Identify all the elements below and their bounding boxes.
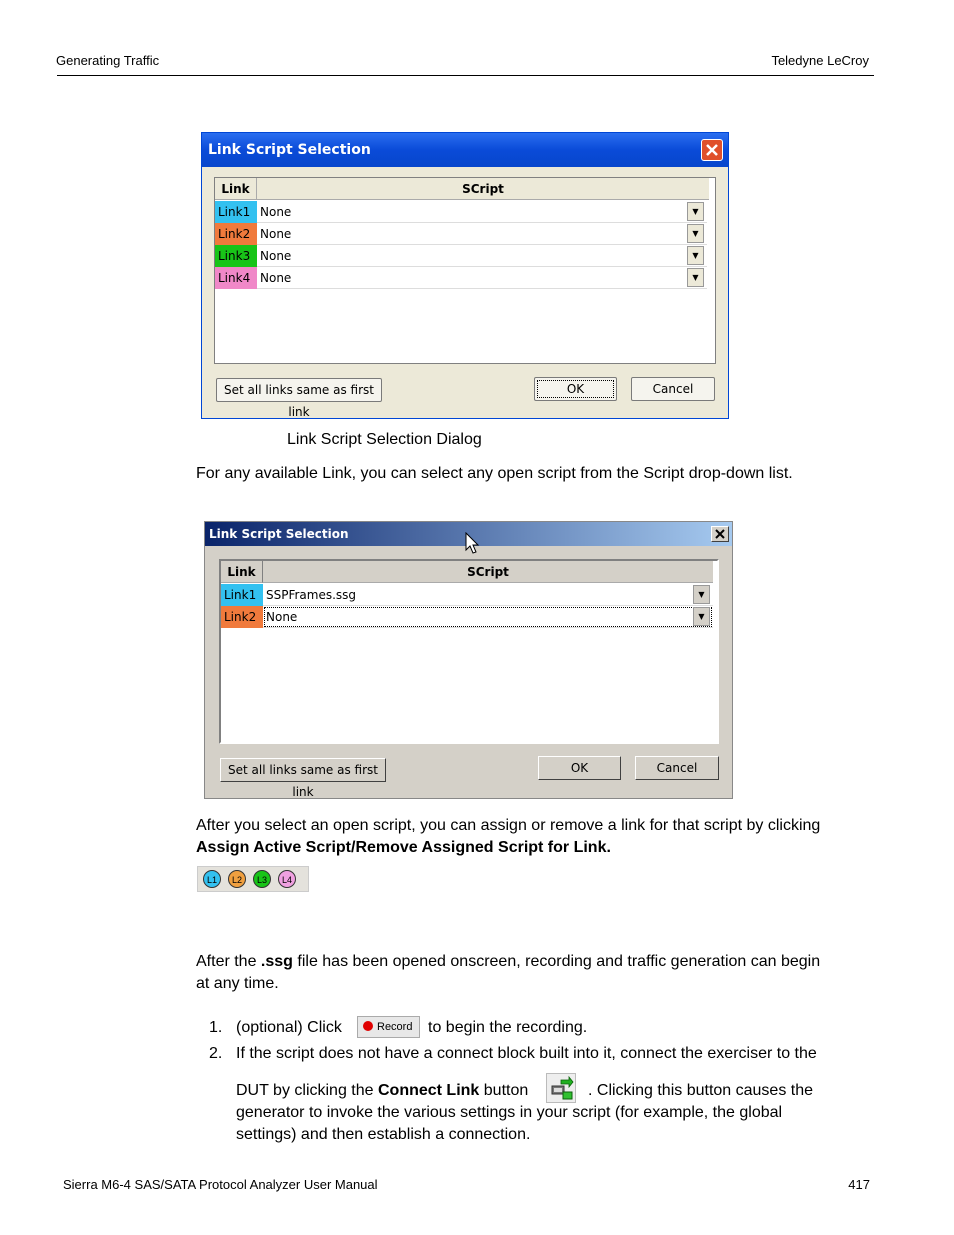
step-text: to begin the recording. xyxy=(428,1019,588,1036)
step-number: 2. xyxy=(209,1045,223,1062)
link-cell: Link3 xyxy=(215,245,257,267)
link2-assign-button[interactable]: L2 xyxy=(228,870,246,888)
footer-manual-title: Sierra M6-4 SAS/SATA Protocol Analyzer User Manual xyxy=(63,1177,378,1192)
connect-link-button[interactable] xyxy=(546,1073,576,1103)
link-cell: Link4 xyxy=(215,267,257,289)
text-run: button xyxy=(479,1082,529,1099)
close-icon xyxy=(702,140,722,160)
column-header-link: Link xyxy=(215,178,257,200)
set-all-links-button[interactable]: Set all links same as first link xyxy=(216,378,382,402)
paragraph: After you select an open script, you can assign or remove a link for that script by clicking xyxy=(196,817,821,834)
record-button[interactable] xyxy=(357,1016,420,1038)
link3-assign-button[interactable]: L3 xyxy=(253,870,271,888)
set-all-links-button[interactable]: Set all links same as first link xyxy=(220,758,386,782)
close-button[interactable] xyxy=(701,139,723,161)
running-header-section: Generating Traffic xyxy=(56,53,160,68)
text-run-bold: Connect Link xyxy=(377,1082,480,1099)
link-cell: Link1 xyxy=(215,201,257,223)
link-script-grid xyxy=(219,559,719,744)
link-cell: Link2 xyxy=(221,606,263,628)
link-assign-toolbar xyxy=(197,866,309,892)
text-run: file has been opened onscreen, recording and traffic generation can begin xyxy=(292,953,821,970)
running-header-company: Teledyne LeCroy xyxy=(771,53,869,68)
link-script-dialog-xp xyxy=(201,132,729,419)
script-select[interactable]: None xyxy=(257,201,707,223)
step-text: . Clicking this button causes the xyxy=(588,1082,814,1099)
dropdown-arrow-icon[interactable]: ▼ xyxy=(687,268,704,287)
cancel-button[interactable]: Cancel xyxy=(635,756,719,780)
script-select[interactable]: SSPFrames.ssg xyxy=(263,584,713,606)
dropdown-arrow-icon[interactable]: ▼ xyxy=(693,585,710,604)
close-icon xyxy=(712,527,728,541)
text-run-bold: .ssg xyxy=(260,953,293,970)
dialog-title: Link Script Selection xyxy=(205,522,732,546)
header-rule xyxy=(57,75,874,76)
script-select[interactable]: None xyxy=(263,606,713,628)
link1-assign-button[interactable]: L1 xyxy=(203,870,221,888)
record-label: Record xyxy=(377,1021,413,1033)
step-text xyxy=(236,1080,528,1102)
paragraph: For any available Link, you can select any open script from the Script drop-down list. xyxy=(196,465,793,482)
link4-assign-button[interactable]: L4 xyxy=(278,870,296,888)
script-select[interactable]: None xyxy=(257,267,707,289)
column-header-script: SCript xyxy=(257,178,709,200)
page-number: 417 xyxy=(848,1177,870,1192)
paragraph: at any time. xyxy=(196,975,279,992)
dropdown-arrow-icon[interactable]: ▼ xyxy=(693,607,710,626)
ok-button[interactable]: OK xyxy=(538,756,621,780)
connect-link-icon xyxy=(547,1074,575,1102)
text-run: DUT by clicking the xyxy=(236,1082,378,1099)
step-text: generator to invoke the various settings in your script (for example, the global xyxy=(236,1104,783,1121)
column-header-script: SCript xyxy=(263,561,713,583)
link-script-grid xyxy=(214,177,716,364)
step-text: If the script does not have a connect block built into it, connect the exerciser to the xyxy=(236,1045,817,1062)
close-button[interactable] xyxy=(711,526,729,542)
link-cell: Link2 xyxy=(215,223,257,245)
step-text: settings) and then establish a connection. xyxy=(236,1126,531,1143)
dialog-title: Link Script Selection xyxy=(202,133,728,167)
link-script-dialog-classic xyxy=(204,521,733,799)
ok-button[interactable]: OK xyxy=(534,377,617,401)
figure-caption: Link Script Selection Dialog xyxy=(287,431,482,448)
dropdown-arrow-icon[interactable]: ▼ xyxy=(687,224,704,243)
script-select[interactable]: None xyxy=(257,223,707,245)
step-text: (optional) Click xyxy=(236,1019,342,1036)
cancel-button[interactable]: Cancel xyxy=(631,377,715,401)
paragraph-bold: Assign Active Script/Remove Assigned Script for Link. xyxy=(196,839,611,856)
text-run: After the xyxy=(196,953,261,970)
record-icon xyxy=(363,1021,373,1031)
link-cell: Link1 xyxy=(221,584,263,606)
script-select[interactable]: None xyxy=(257,245,707,267)
paragraph xyxy=(196,951,820,973)
dropdown-arrow-icon[interactable]: ▼ xyxy=(687,246,704,265)
step-number: 1. xyxy=(209,1019,223,1036)
column-header-link: Link xyxy=(221,561,263,583)
dropdown-arrow-icon[interactable]: ▼ xyxy=(687,202,704,221)
mouse-cursor-icon xyxy=(465,532,481,556)
